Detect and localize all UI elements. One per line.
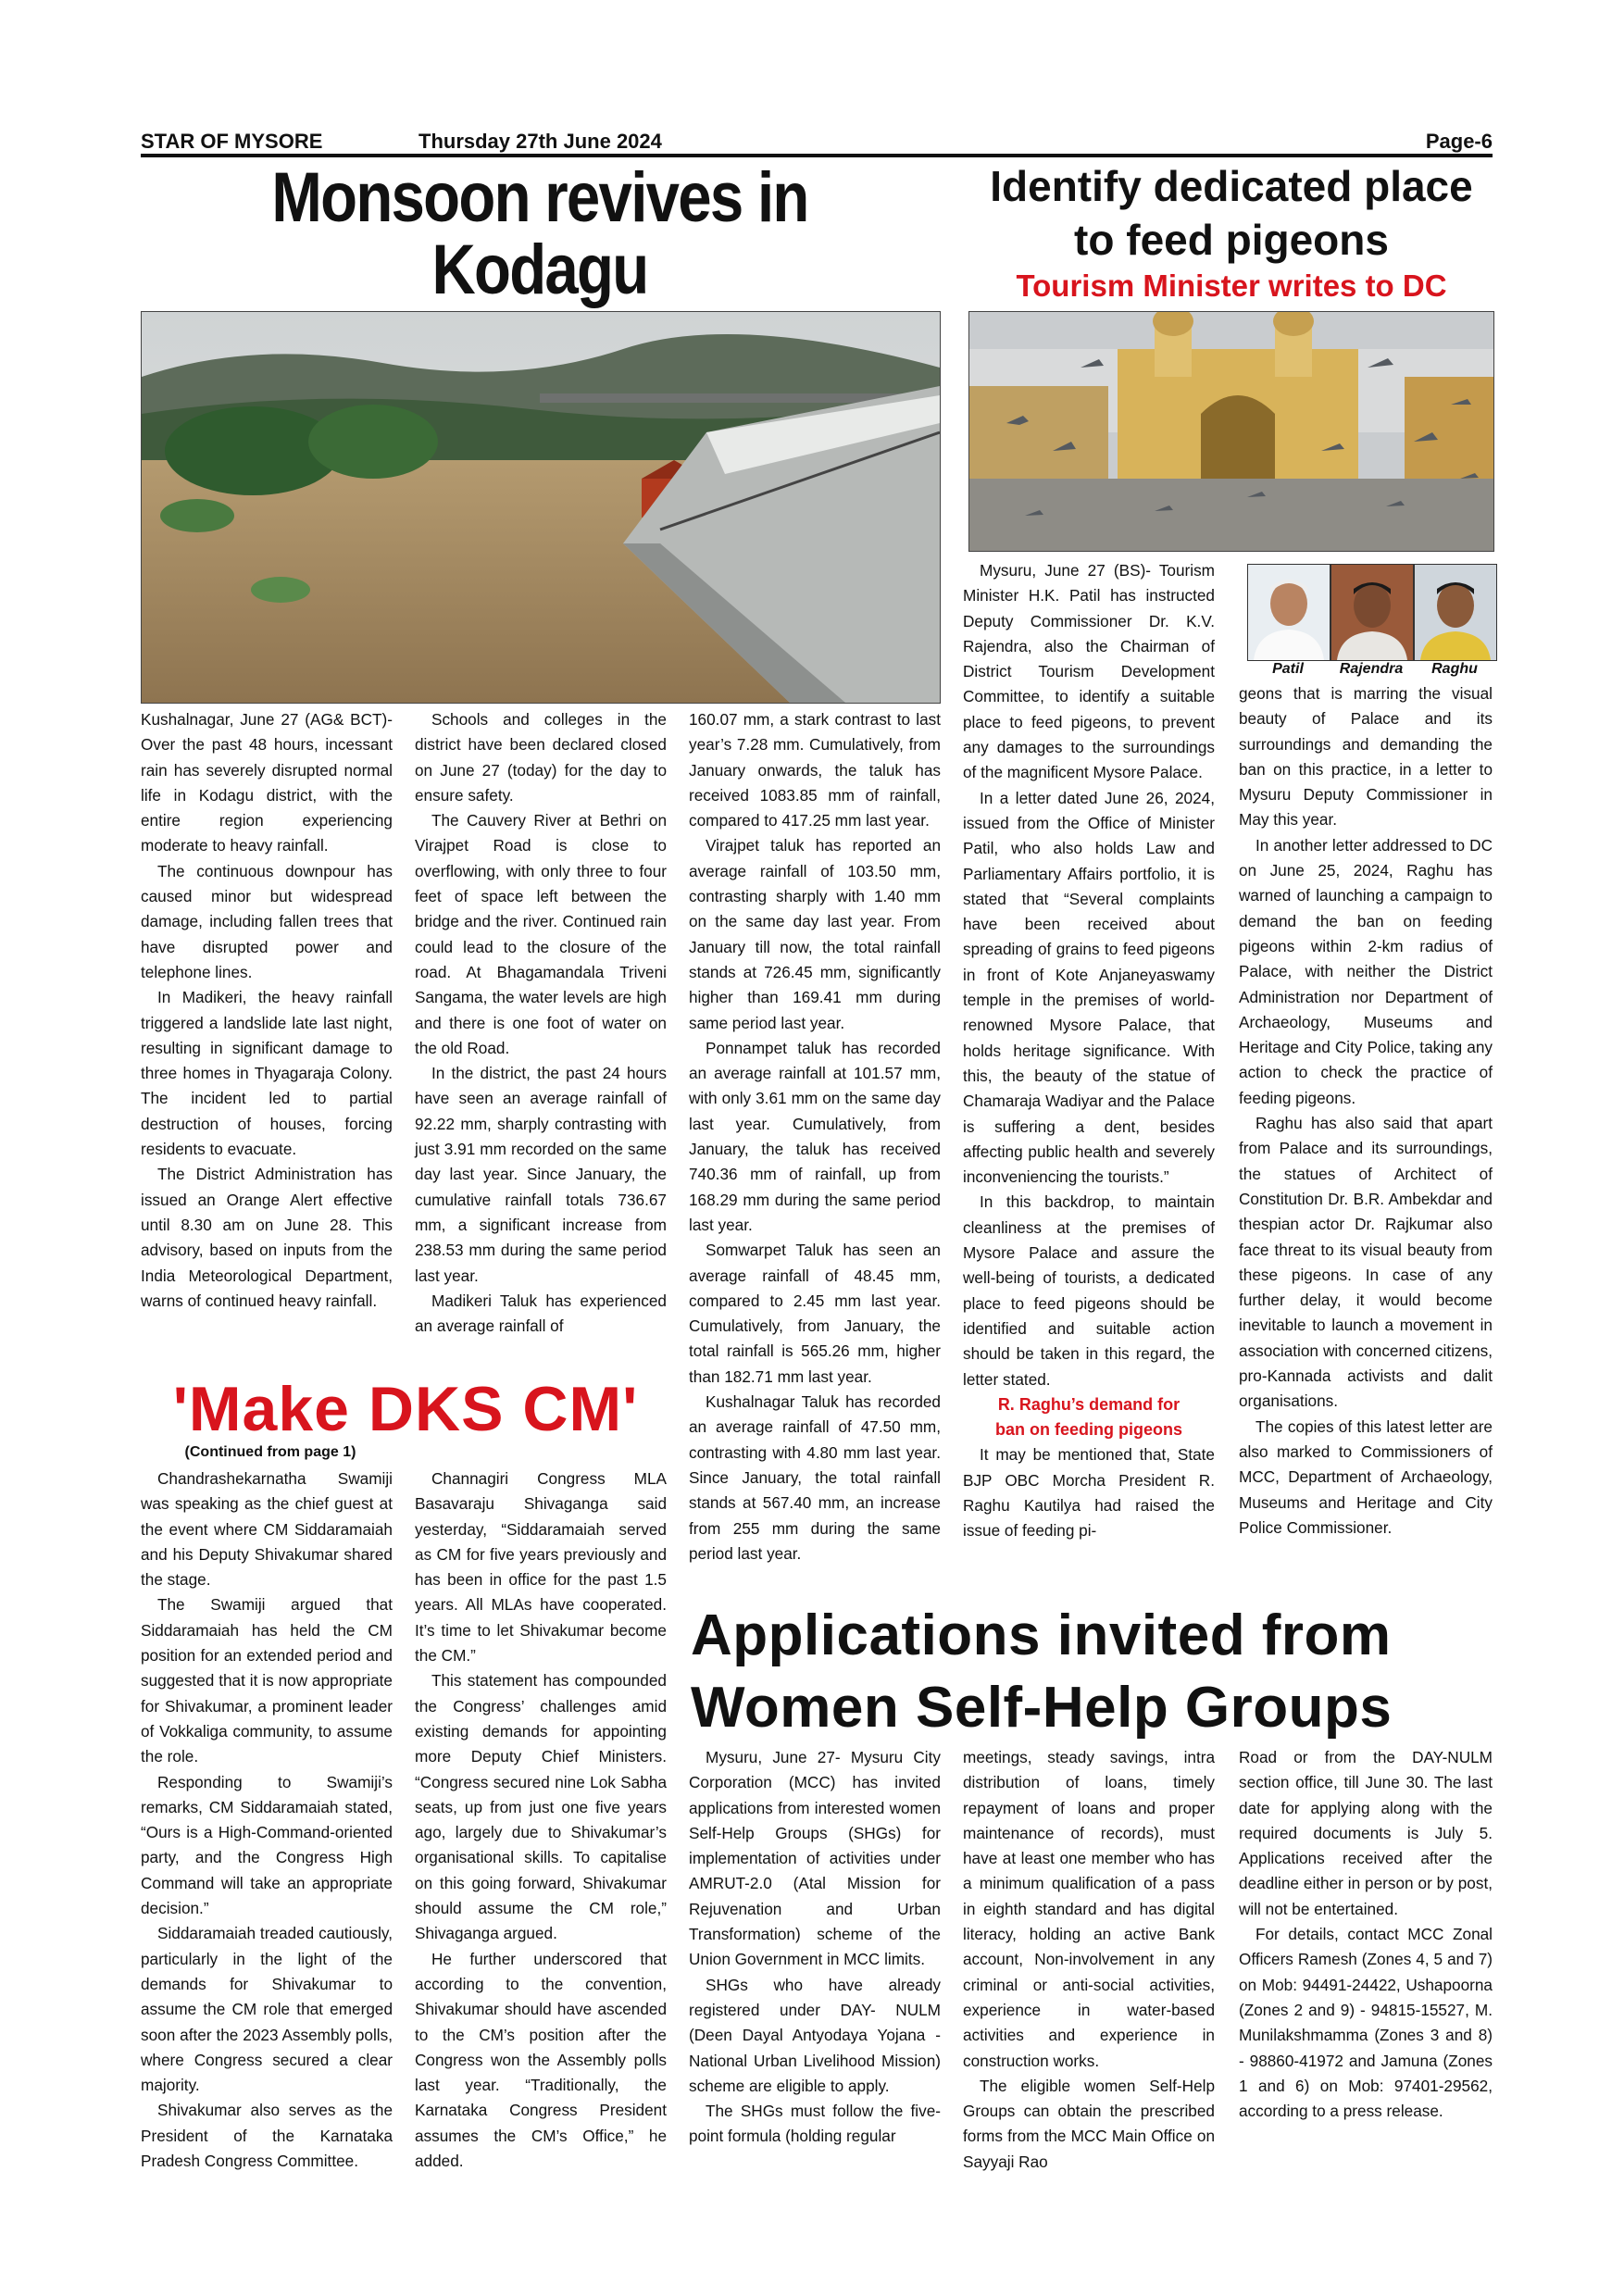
- mugshot-raghu: [1414, 564, 1497, 661]
- paragraph: Ponnampet taluk has recorded an average rainfall at 101.57 mm, with only 3.61 mm on the same day last year. Cumulatively, from January, the taluk has received 740.36 mm of rainfall, up from 168.29 mm during the same period last year.: [689, 1038, 941, 1234]
- paragraph: geons that is marring the visual beauty of Palace and its surroundings and demanding the ban on this practice, in a letter to Mysuru Deputy Commissioner in May this year.: [1239, 684, 1493, 830]
- pigeons-column-1: [963, 558, 1215, 1544]
- monsoon-column-2: [415, 707, 667, 1339]
- dks-column-1: [141, 1466, 393, 2174]
- flooded-river-photo: [141, 311, 941, 704]
- paragraph: The Swamiji argued that Siddaramaiah has held the CM position for an extended period and suggested that it is now appropriate for Shivakumar, a prominent leader of Vokkaliga community, to assume the role.: [141, 1595, 393, 1766]
- paragraph: Mysuru, June 27- Mysuru City Corporation (MCC) has invited applications from interested women Self-Help Groups (SHGs) for implementation of activities under AMRUT-2.0 (Atal Mission for Rejuvenation and Urban Transformation) scheme of the Union Government in MCC limits.: [689, 1748, 941, 1969]
- shg-headline: [691, 1600, 1493, 1744]
- dks-column-2: [415, 1466, 667, 2174]
- paragraph: Somwarpet Taluk has seen an average rainfall of 48.45 mm, compared to 2.45 mm last year. Cumulatively, from January, the total rainfall is 565.26 mm, higher than 182.71 mm last year.: [689, 1241, 941, 1386]
- paragraph: The District Administration has issued an Orange Alert effective until 8.30 am on June 28. This advisory, based on inputs from the India Meteorological Department, warns of continued heavy rainfall.: [141, 1165, 393, 1310]
- paragraph: In a letter dated June 26, 2024, issued from the Office of Minister Patil, who also holds Law and Parliamentary Affairs portfolio, it is stated that “Several complaints have been received about spreading of grains to feed pigeons in front of Kote Anjaneyaswamy temple in the premises of world-renowned Mysore Palace, that holds heritage significance. With this, the beauty of the statue of Chamaraja Wadiyar and the Palace is suffering a dent, besides affecting public health and severely inconveniencing the tourists.”: [963, 788, 1215, 1187]
- mugshot-raghu-caption: Raghu: [1431, 661, 1478, 677]
- mugshot-rajendra-caption: Rajendra: [1339, 661, 1404, 677]
- paragraph: In another letter addressed to DC on June 25, 2024, Raghu has warned of launching a campaign to demand the ban on feeding pigeons within 2-km radius of Palace, with neither the District Administration nor Department of Archaeology, Museums and Heritage and City Police, taking any action to check the practice of feeding pigeons.: [1239, 835, 1493, 1107]
- monsoon-column-1: [141, 707, 393, 1314]
- pigeons-subhead-2: [963, 1392, 1215, 1443]
- paragraph: The eligible women Self-Help Groups can obtain the prescribed forms from the MCC Main Office on Sayyaji Rao: [963, 2076, 1215, 2171]
- continued-label: (Continued from page 1): [184, 1444, 356, 1460]
- palace-pigeons-photo: [968, 311, 1494, 552]
- paragraph: Mysuru, June 27 (BS)- Tourism Minister H.K. Patil has instructed Deputy Commissioner Dr. K.V. Rajendra, also the Chairman of District Tourism Development Committee, to identify a suitable place to feed pigeons, to prevent any damages to the surroundings of the magnificent Mysore Palace.: [963, 561, 1215, 782]
- paragraph: The Cauvery River at Bethri on Virajpet Road is close to overflowing, with only three to four feet of space left between the bridge and the river. Continued rain could lead to the closure of the road. At Bhagamandala Triveni Sangama, the water levels are high and there is one foot of water on the old Road.: [415, 811, 667, 1057]
- pigeons-subhead-2-line2: ban on feeding pigeons: [995, 1420, 1182, 1440]
- issue-date: Thursday 27th June 2024: [418, 130, 662, 153]
- shg-column-3: [1239, 1745, 1493, 2124]
- paragraph: He further underscored that according to the convention, Shivakumar should have ascended to the CM’s position after the Congress won the Assembly polls last year. “Traditionally, the Karnataka Congress President assumes the CM’s Office,” he added.: [415, 1949, 667, 2171]
- pigeons-subhead-2-line1: R. Raghu’s demand for: [997, 1394, 1181, 1414]
- paragraph: Road or from the DAY-NULM section office, till June 30. The last date for applying along with the required documents is July 5. Applications received after the deadline either in person or by post, will not be entertained.: [1239, 1748, 1493, 1918]
- pigeons-column-2: [1239, 681, 1493, 1541]
- paragraph: meetings, steady savings, intra distribution of loans, timely repayment of loans and proper maintenance of records), must have at least one member who has a minimum qualification of a pass in eighth standard and has digital literacy, holding an active Bank account, Non-involvement in any criminal or anti-social activities, experience in water-based activities and experience in construction works.: [963, 1748, 1215, 2070]
- paragraph: SHGs who have already registered under DAY- NULM (Deen Dayal Antyodaya Yojana - National Urban Livelihood Mission) scheme are eligible to apply.: [689, 1975, 941, 2095]
- paragraph: Madikeri Taluk has experienced an average rainfall of: [415, 1291, 667, 1336]
- dks-headline: 'Make DKS CM': [172, 1374, 639, 1444]
- pigeons-headline-line1: Identify dedicated place: [990, 162, 1473, 210]
- shg-column-1: [689, 1745, 941, 2150]
- paragraph: It may be mentioned that, State BJP OBC Morcha President R. Raghu Kautilya had raised the issue of feeding pi-: [963, 1445, 1215, 1541]
- monsoon-column-3: [689, 707, 941, 1566]
- paragraph: In this backdrop, to maintain cleanliness at the premises of Mysore Palace and assure the well-being of tourists, a dedicated place to feed pigeons should be identified and suitable action should be taken in this regard, the letter stated.: [963, 1192, 1215, 1389]
- paragraph: Kushalnagar Taluk has recorded an average rainfall of 47.50 mm, contrasting with 4.80 mm last year. Since January, the total rainfall stands at 567.40 mm, an increase from 255 mm during the same period last year.: [689, 1392, 941, 1563]
- paragraph: This statement has compounded the Congress’ challenges amid existing demands for appointing more Deputy Chief Ministers. “Congress secured nine Lok Sabha seats, up from just one five years ago, largely due to Shivakumar’s organisational skills. To capitalise on this going forward, Shivakumar should assume the CM role,” Shivaganga argued.: [415, 1671, 667, 1943]
- pigeons-subheadline: Tourism Minister writes to DC: [1016, 268, 1447, 303]
- paragraph: Kushalnagar, June 27 (AG& BCT)- Over the past 48 hours, incessant rain has severely disrupted normal life in Kodagu district, with the entire region experiencing moderate to heavy rainfall.: [141, 710, 393, 855]
- shg-column-2: [963, 1745, 1215, 2175]
- paragraph: The continuous downpour has caused minor but widespread damage, including fallen trees that have disrupted power and telephone lines.: [141, 861, 393, 981]
- mugshot-rajendra: [1330, 564, 1414, 661]
- mugshot-patil-caption: Patil: [1272, 661, 1304, 677]
- paragraph: For details, contact MCC Zonal Officers Ramesh (Zones 4, 5 and 7) on Mob: 94491-24422, Ushapoorna (Zones 2 and 9) - 94815-15527, M. Munilakshmamma (Zones 3 and 8) - 98860-41972 and Jamuna (Zones 1 and 6) on Mob: 97401-29562, according to a press release.: [1239, 1925, 1493, 2121]
- pigeons-headline: [963, 159, 1500, 267]
- monsoon-headline-line1: Monsoon revives in Kodagu: [271, 158, 808, 309]
- masthead: [141, 126, 1493, 154]
- mugshot-patil: [1247, 564, 1330, 661]
- paragraph: In Madikeri, the heavy rainfall triggered a landslide late last night, resulting in significant damage to three homes in Thyagaraja Colony. The incident led to partial destruction of houses, forcing residents to evacuate.: [141, 988, 393, 1159]
- paragraph: In the district, the past 24 hours have seen an average rainfall of 92.22 mm, sharply contrasting with just 3.91 mm recorded on the same day last year. Since January, the cumulative rainfall totals 736.67 mm, a significant increase from 238.53 mm during the same period last year.: [415, 1064, 667, 1285]
- paragraph: Shivakumar also serves as the President of the Karnataka Pradesh Congress Committee.: [141, 2101, 393, 2171]
- paragraph: Raghu has also said that apart from Palace and its surroundings, the statues of Architect of Constitution Dr. B.R. Ambekdar and thespian actor Dr. Rajkumar also face threat to its visual beauty from these pigeons. In case of any further delay, it would become inevitable to launch a movement in association with concerned citizens, pro-Kannada activists and dalit organisations.: [1239, 1114, 1493, 1411]
- paragraph: Responding to Swamiji’s remarks, CM Siddaramaiah stated, “Ours is a High-Command-oriented party, and the Congress High Command will take an appropriate decision.”: [141, 1772, 393, 1918]
- page-number: Page-6: [1425, 130, 1493, 153]
- paragraph: Chandrashekarnatha Swamiji was speaking as the chief guest at the event where CM Siddaramaiah and his Deputy Shivakumar shared the stage.: [141, 1469, 393, 1590]
- newspaper-name: STAR OF MYSORE: [141, 130, 323, 153]
- shg-headline-line2: Women Self-Help Groups: [691, 1676, 1393, 1740]
- masthead-rule: [141, 154, 1493, 157]
- paragraph: Virajpet taluk has reported an average rainfall of 103.50 mm, contrasting sharply with 1.40 mm on the same day last year. From January till now, the total rainfall stands at 726.45 mm, significantly higher than 169.41 mm during same period last year.: [689, 836, 941, 1032]
- paragraph: The SHGs must follow the five-point formula (holding regular: [689, 2102, 941, 2146]
- paragraph: 160.07 mm, a stark contrast to last year’s 7.28 mm. Cumulatively, from January onwards, the taluk has received 1083.85 mm of rainfall, compared to 417.25 mm last year.: [689, 710, 941, 830]
- paragraph: Channagiri Congress MLA Basavaraju Shivaganga said yesterday, “Siddaramaiah served as CM for five years previously and has been in office for the past 1.5 years. All MLAs have cooperated. It’s time to let Shivakumar become the CM.”: [415, 1469, 667, 1666]
- shg-headline-line1: Applications invited from: [691, 1603, 1392, 1667]
- paragraph: Schools and colleges in the district have been declared closed on June 27 (today) for the day to ensure safety.: [415, 710, 667, 805]
- pigeons-headline-line2: to feed pigeons: [1074, 216, 1389, 264]
- paragraph: The copies of this latest letter are also marked to Commissioners of MCC, Department of Archaeology, Museums and Heritage and City Police Commissioner.: [1239, 1416, 1493, 1537]
- paragraph: Siddaramaiah treaded cautiously, particularly in the light of the demands for Shivakumar to assume the CM role that emerged soon after the 2023 Assembly polls, where Congress secured a clear majority.: [141, 1924, 393, 2095]
